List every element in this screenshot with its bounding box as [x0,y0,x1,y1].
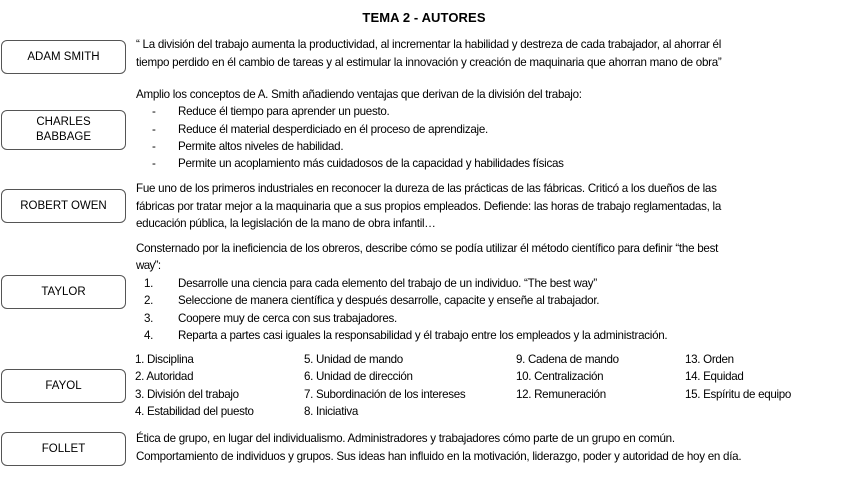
author-label: TAYLOR [41,285,86,298]
text-line: Consternado por la ineficiencia de los obreros, describe cómo se podía utilizar él método científico para definir “the best [136,242,719,255]
principle-item: 5. Unidad de mando [304,353,403,366]
list-item: 2. Seleccione de manera científica y después desarrolle, capacite y enseñe al trabajador. [144,294,600,308]
follet-text [136,430,848,465]
author-box-fayol [1,369,126,403]
smith-quote [136,36,848,71]
author-label: CHARLES [36,116,91,128]
list-item: - Reduce él tiempo para aprender un puesto. [136,103,848,120]
bullet: - [152,105,156,119]
taylor-text [136,240,848,344]
list-item: 1. Desarrolle una ciencia para cada elemento del trabajo de un individuo. “The best way” [144,276,597,290]
principle-item: 1. Disciplina [135,353,194,366]
principle-item: 9. Cadena de mando [516,353,619,366]
text-line: Ética de grupo, en lugar del individualismo. Administradores y trabajadores cómo parte de un grupo en común. [136,432,675,445]
bullet: - [152,122,156,136]
page-title: TEMA 2 - AUTORES [362,10,486,25]
list-item: - Permite un acoplamiento más cuidadosos de la capacidad y habilidades físicas [136,155,848,172]
bullet: - [152,139,156,153]
author-label: FAYOL [45,379,82,392]
author-label: ROBERT OWEN [20,199,107,212]
babbage-text [136,86,848,172]
principle-item: 13. Orden [685,353,734,366]
principle-item: 10. Centralización [516,370,604,384]
principles-column [304,351,465,420]
principle-item: 4. Estabilidad del puesto [135,404,254,418]
text-line: tiempo perdido en él cambio de tareas y al estimular la innovación y creación de maquinaria que ahorran mano de obra” [136,55,722,69]
text-line: way”: [136,259,161,273]
text-line: Comportamiento de individuos y grupos. Sus ideas han influido en la motivación, liderazgo, poder y autoridad de hoy en día. [136,449,742,463]
principle-item: 15. Espíritu de equipo [685,387,792,401]
principle-item: 7. Subordinación de los intereses [304,387,466,401]
author-box-follet [1,432,126,466]
author-box-adam-smith [1,40,126,74]
bullet: - [152,157,156,171]
principle-item: 12. Remuneración [516,387,606,401]
text-line: Fue uno de los primeros industriales en reconocer la dureza de las prácticas de las fábricas. Criticó a los dueños de las [136,182,717,195]
owen-text [136,180,848,233]
list-item: - Permite altos niveles de habilidad. [136,138,848,155]
principle-item: 14. Equidad [685,370,744,384]
list-item: 4. Reparta a partes casi iguales la responsabilidad y él trabajo entre los empleados y la administración. [144,329,668,343]
principle-item: 3. División del trabajo [135,387,239,401]
text-line: “ La división del trabajo aumenta la productividad, al incrementar la habilidad y destreza de cada trabajador, al ahorrar él [136,38,722,51]
author-box-charles-babbage [1,110,126,150]
principle-item: 2. Autoridad [135,370,194,384]
text-line: Amplio los conceptos de A. Smith añadiendo ventajas que derivan de la división del trabajo: [136,88,582,101]
author-label: ADAM SMITH [27,50,100,63]
principle-item: 8. Iniciativa [304,404,359,418]
author-label: BABBAGE [36,131,91,143]
author-box-taylor [1,275,126,309]
principle-item: 6. Unidad de dirección [304,370,413,384]
principles-column [135,351,254,420]
list-item: 3. Coopere muy de cerca con sus trabajadores. [144,311,397,325]
author-box-robert-owen [1,189,126,223]
author-label: FOLLET [41,442,86,455]
principles-column [516,351,619,403]
principles-column [685,351,791,403]
text-line: educación pública, la legislación de la mano de obra infantil… [136,217,436,230]
list-item: - Reduce él material desperdiciado en él proceso de aprendizaje. [136,121,848,138]
text-line: fábricas por tratar mejor a la maquinaria que a sus propios empleados. Defiende: las horas de trabajo reglamentadas, la [136,199,721,213]
